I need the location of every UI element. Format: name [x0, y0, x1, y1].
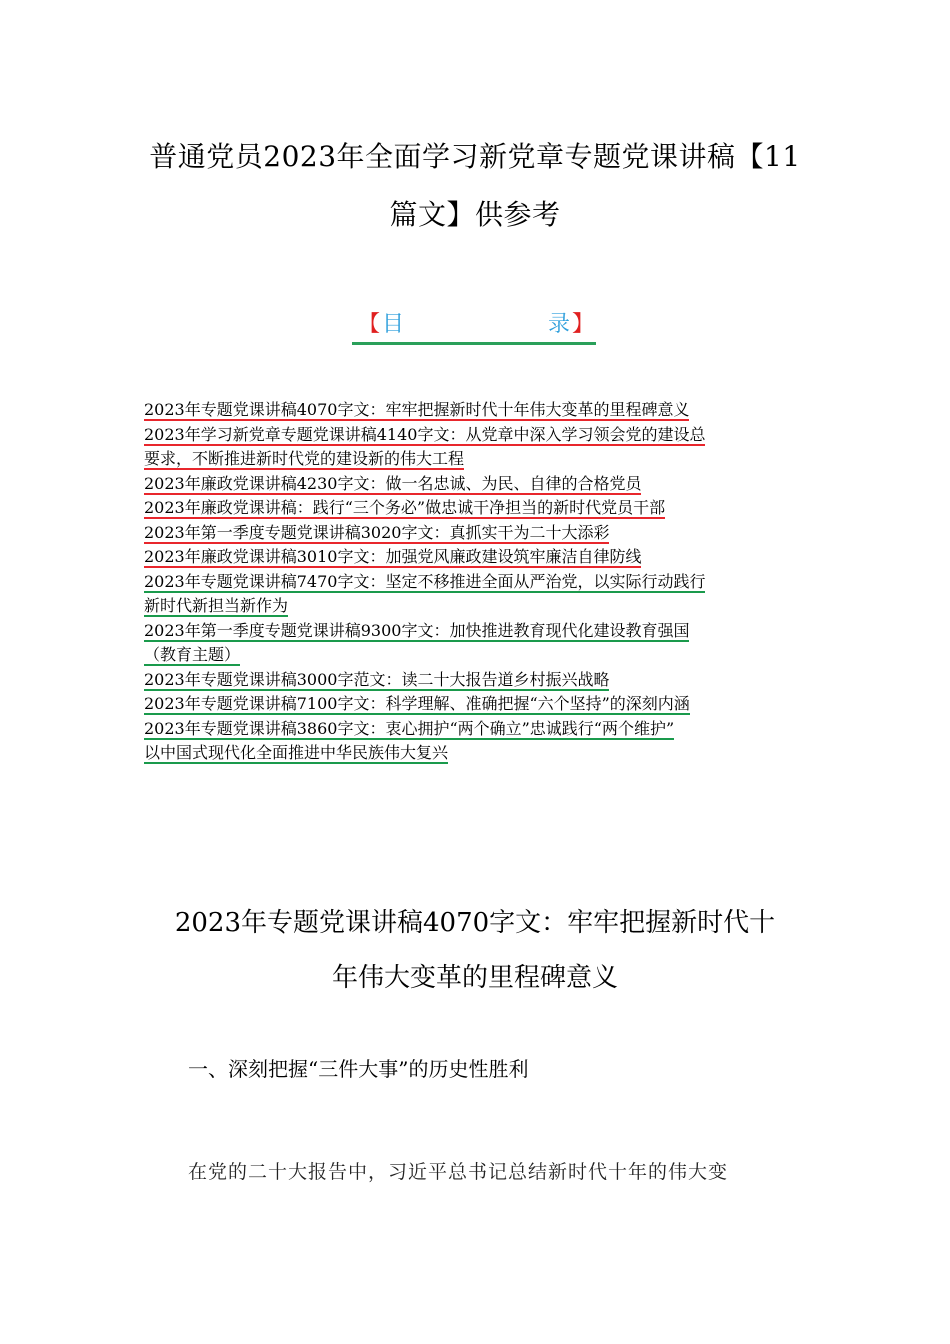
toc-link[interactable]: 2023年专题党课讲稿3000字范文：读二十大报告道乡村振兴战略 — [144, 669, 610, 689]
toc-link[interactable]: 2023年学习新党章专题党课讲稿4140字文：从党章中深入学习领会党的建设总 — [144, 424, 706, 444]
section-title-line-1: 2023年专题党课讲稿4070字文：牢牢把握新时代十 — [174, 908, 776, 938]
toc-heading-char-2: 录 — [548, 312, 571, 337]
toc-link[interactable]: 2023年专题党课讲稿7470字文：坚定不移推进全面从严治党，以实际行动践行 — [144, 571, 706, 591]
toc-heading-bracket-right: 】 — [572, 312, 595, 337]
section-subheading: 一、深刻把握“三件大事”的历史性胜利 — [188, 1057, 529, 1081]
toc-link[interactable]: 2023年专题党课讲稿3860字文：衷心拥护“两个确立”忠诚践行“两个维护” — [144, 718, 675, 738]
toc-link[interactable]: 以中国式现代化全面推进中华民族伟大复兴 — [144, 743, 449, 762]
document-title-line-1: 普通党员2023年全面学习新党章专题党课讲稿【11 — [149, 140, 801, 173]
toc-link[interactable]: 2023年廉政党课讲稿3010字文：加强党风廉政建设筑牢廉洁自律防线 — [144, 547, 642, 566]
toc-link[interactable]: 2023年专题党课讲稿7100字文：科学理解、准确把握“六个坚持”的深刻内涵 — [144, 694, 690, 713]
document-title — [140, 128, 810, 244]
toc-link[interactable]: 2023年第一季度专题党课讲稿9300字文：加快推进教育现代化建设教育强国 — [144, 620, 690, 640]
toc-link[interactable]: 2023年专题党课讲稿4070字文：牢牢把握新时代十年伟大变革的里程碑意义 — [144, 400, 690, 419]
toc-link[interactable]: 要求，不断推进新时代党的建设新的伟大工程 — [144, 449, 465, 468]
toc-link[interactable]: 2023年廉政党课讲稿：践行“三个务必”做忠诚干净担当的新时代党员干部 — [144, 498, 666, 517]
section-title-line-2: 年伟大变革的里程碑意义 — [331, 963, 618, 993]
toc-link[interactable]: 新时代新担当新作为 — [144, 596, 289, 615]
toc-link[interactable]: （教育主题） — [144, 645, 241, 664]
toc-heading — [352, 308, 596, 345]
toc-link[interactable]: 2023年第一季度专题党课讲稿3020字文：真抓实干为二十大添彩 — [144, 522, 610, 542]
toc-link[interactable]: 2023年廉政党课讲稿4230字文：做一名忠诚、为民、自律的合格党员 — [144, 473, 642, 493]
section-title — [140, 896, 810, 1006]
toc-heading-bracket-left: 【 — [358, 312, 381, 337]
toc-heading-char-1: 目 — [382, 312, 405, 337]
toc-list — [144, 398, 810, 766]
body-paragraph: 在党的二十大报告中，习近平总书记总结新时代十年的伟大变 — [188, 1161, 729, 1183]
document-title-line-2: 篇文】供参考 — [389, 198, 561, 231]
